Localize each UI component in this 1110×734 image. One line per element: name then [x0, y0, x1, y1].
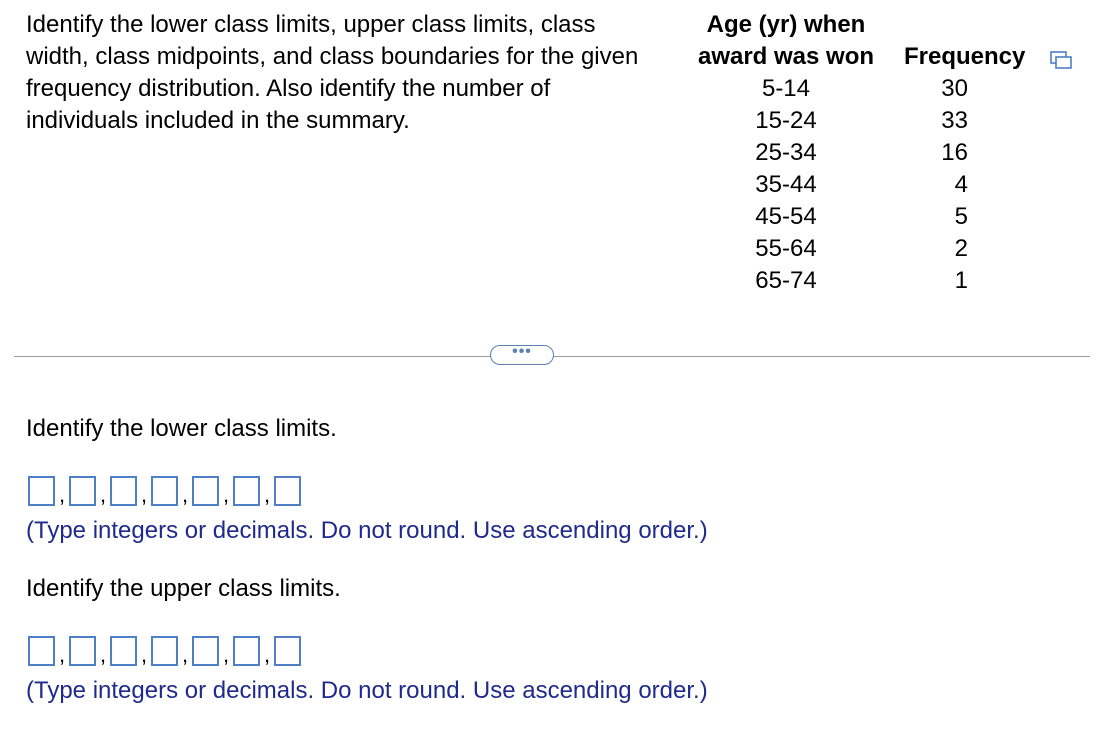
upper-limit-input-2[interactable] — [69, 636, 96, 666]
separator: , — [263, 482, 271, 507]
lower-limit-input-4[interactable] — [151, 476, 178, 506]
upper-limit-input-1[interactable] — [28, 636, 55, 666]
table-row — [688, 265, 1036, 297]
separator: , — [222, 482, 230, 507]
separator: , — [140, 482, 148, 507]
separator: , — [58, 642, 66, 667]
age-cell: 15-24 — [755, 107, 817, 134]
age-cell: 55-64 — [755, 235, 817, 262]
upper-limits-prompt: Identify the upper class limits. — [26, 575, 341, 602]
lower-limit-input-7[interactable] — [274, 476, 301, 506]
frequency-column-header: Frequency — [904, 43, 1026, 70]
upper-limit-input-6[interactable] — [233, 636, 260, 666]
question-text: Identify the lower class limits, upper class limits, class width, class midpoints, and class boundaries for the given frequency distribution. Also identify the number of individuals included in the summary. — [26, 11, 639, 134]
age-cell: 25-34 — [755, 139, 817, 166]
frequency-cell — [884, 265, 1036, 297]
age-cell: 5-14 — [761, 75, 811, 102]
frequency-value: 4 — [954, 171, 968, 198]
frequency-value: 30 — [941, 75, 968, 102]
frequency-cell — [884, 233, 1036, 265]
lower-limits-hint: (Type integers or decimals. Do not round. Use ascending order.) — [26, 517, 708, 544]
age-header-line-1: Age (yr) when — [706, 11, 866, 38]
frequency-table — [688, 9, 1036, 297]
frequency-cell — [884, 105, 1036, 137]
table-row — [688, 201, 1036, 233]
separator: , — [222, 642, 230, 667]
frequency-value: 1 — [954, 267, 968, 294]
separator: , — [58, 482, 66, 507]
separator: , — [99, 482, 107, 507]
frequency-cell — [884, 137, 1036, 169]
copy-icon[interactable] — [1050, 51, 1072, 69]
lower-limit-input-5[interactable] — [192, 476, 219, 506]
separator: , — [99, 642, 107, 667]
lower-limits-prompt: Identify the lower class limits. — [26, 415, 337, 442]
table-row — [688, 169, 1036, 201]
frequency-value: 5 — [954, 203, 968, 230]
frequency-cell — [884, 73, 1036, 105]
separator: , — [181, 642, 189, 667]
upper-limit-input-5[interactable] — [192, 636, 219, 666]
separator: , — [181, 482, 189, 507]
upper-limit-input-4[interactable] — [151, 636, 178, 666]
table-row — [688, 73, 1036, 105]
frequency-value: 33 — [941, 107, 968, 134]
age-cell: 35-44 — [755, 171, 817, 198]
lower-limit-input-2[interactable] — [69, 476, 96, 506]
expand-more-button[interactable] — [490, 345, 554, 365]
upper-limits-answer-row — [28, 636, 301, 666]
lower-limit-input-1[interactable] — [28, 476, 55, 506]
upper-limit-input-3[interactable] — [110, 636, 137, 666]
age-cell: 65-74 — [755, 267, 817, 294]
separator: , — [140, 642, 148, 667]
upper-limits-hint: (Type integers or decimals. Do not round. Use ascending order.) — [26, 677, 708, 704]
lower-limit-input-3[interactable] — [110, 476, 137, 506]
frequency-value: 2 — [954, 235, 968, 262]
upper-limit-input-7[interactable] — [274, 636, 301, 666]
lower-limits-answer-row — [28, 476, 301, 506]
table-row — [688, 137, 1036, 169]
frequency-cell — [884, 201, 1036, 233]
age-cell: 45-54 — [755, 203, 817, 230]
frequency-value: 16 — [941, 139, 968, 166]
frequency-cell — [884, 169, 1036, 201]
separator: , — [263, 642, 271, 667]
age-column-header — [688, 9, 884, 73]
age-header-line-2: award was won — [697, 43, 875, 70]
table-row — [688, 105, 1036, 137]
table-row — [688, 233, 1036, 265]
ellipsis-icon: ••• — [512, 343, 532, 360]
lower-limit-input-6[interactable] — [233, 476, 260, 506]
